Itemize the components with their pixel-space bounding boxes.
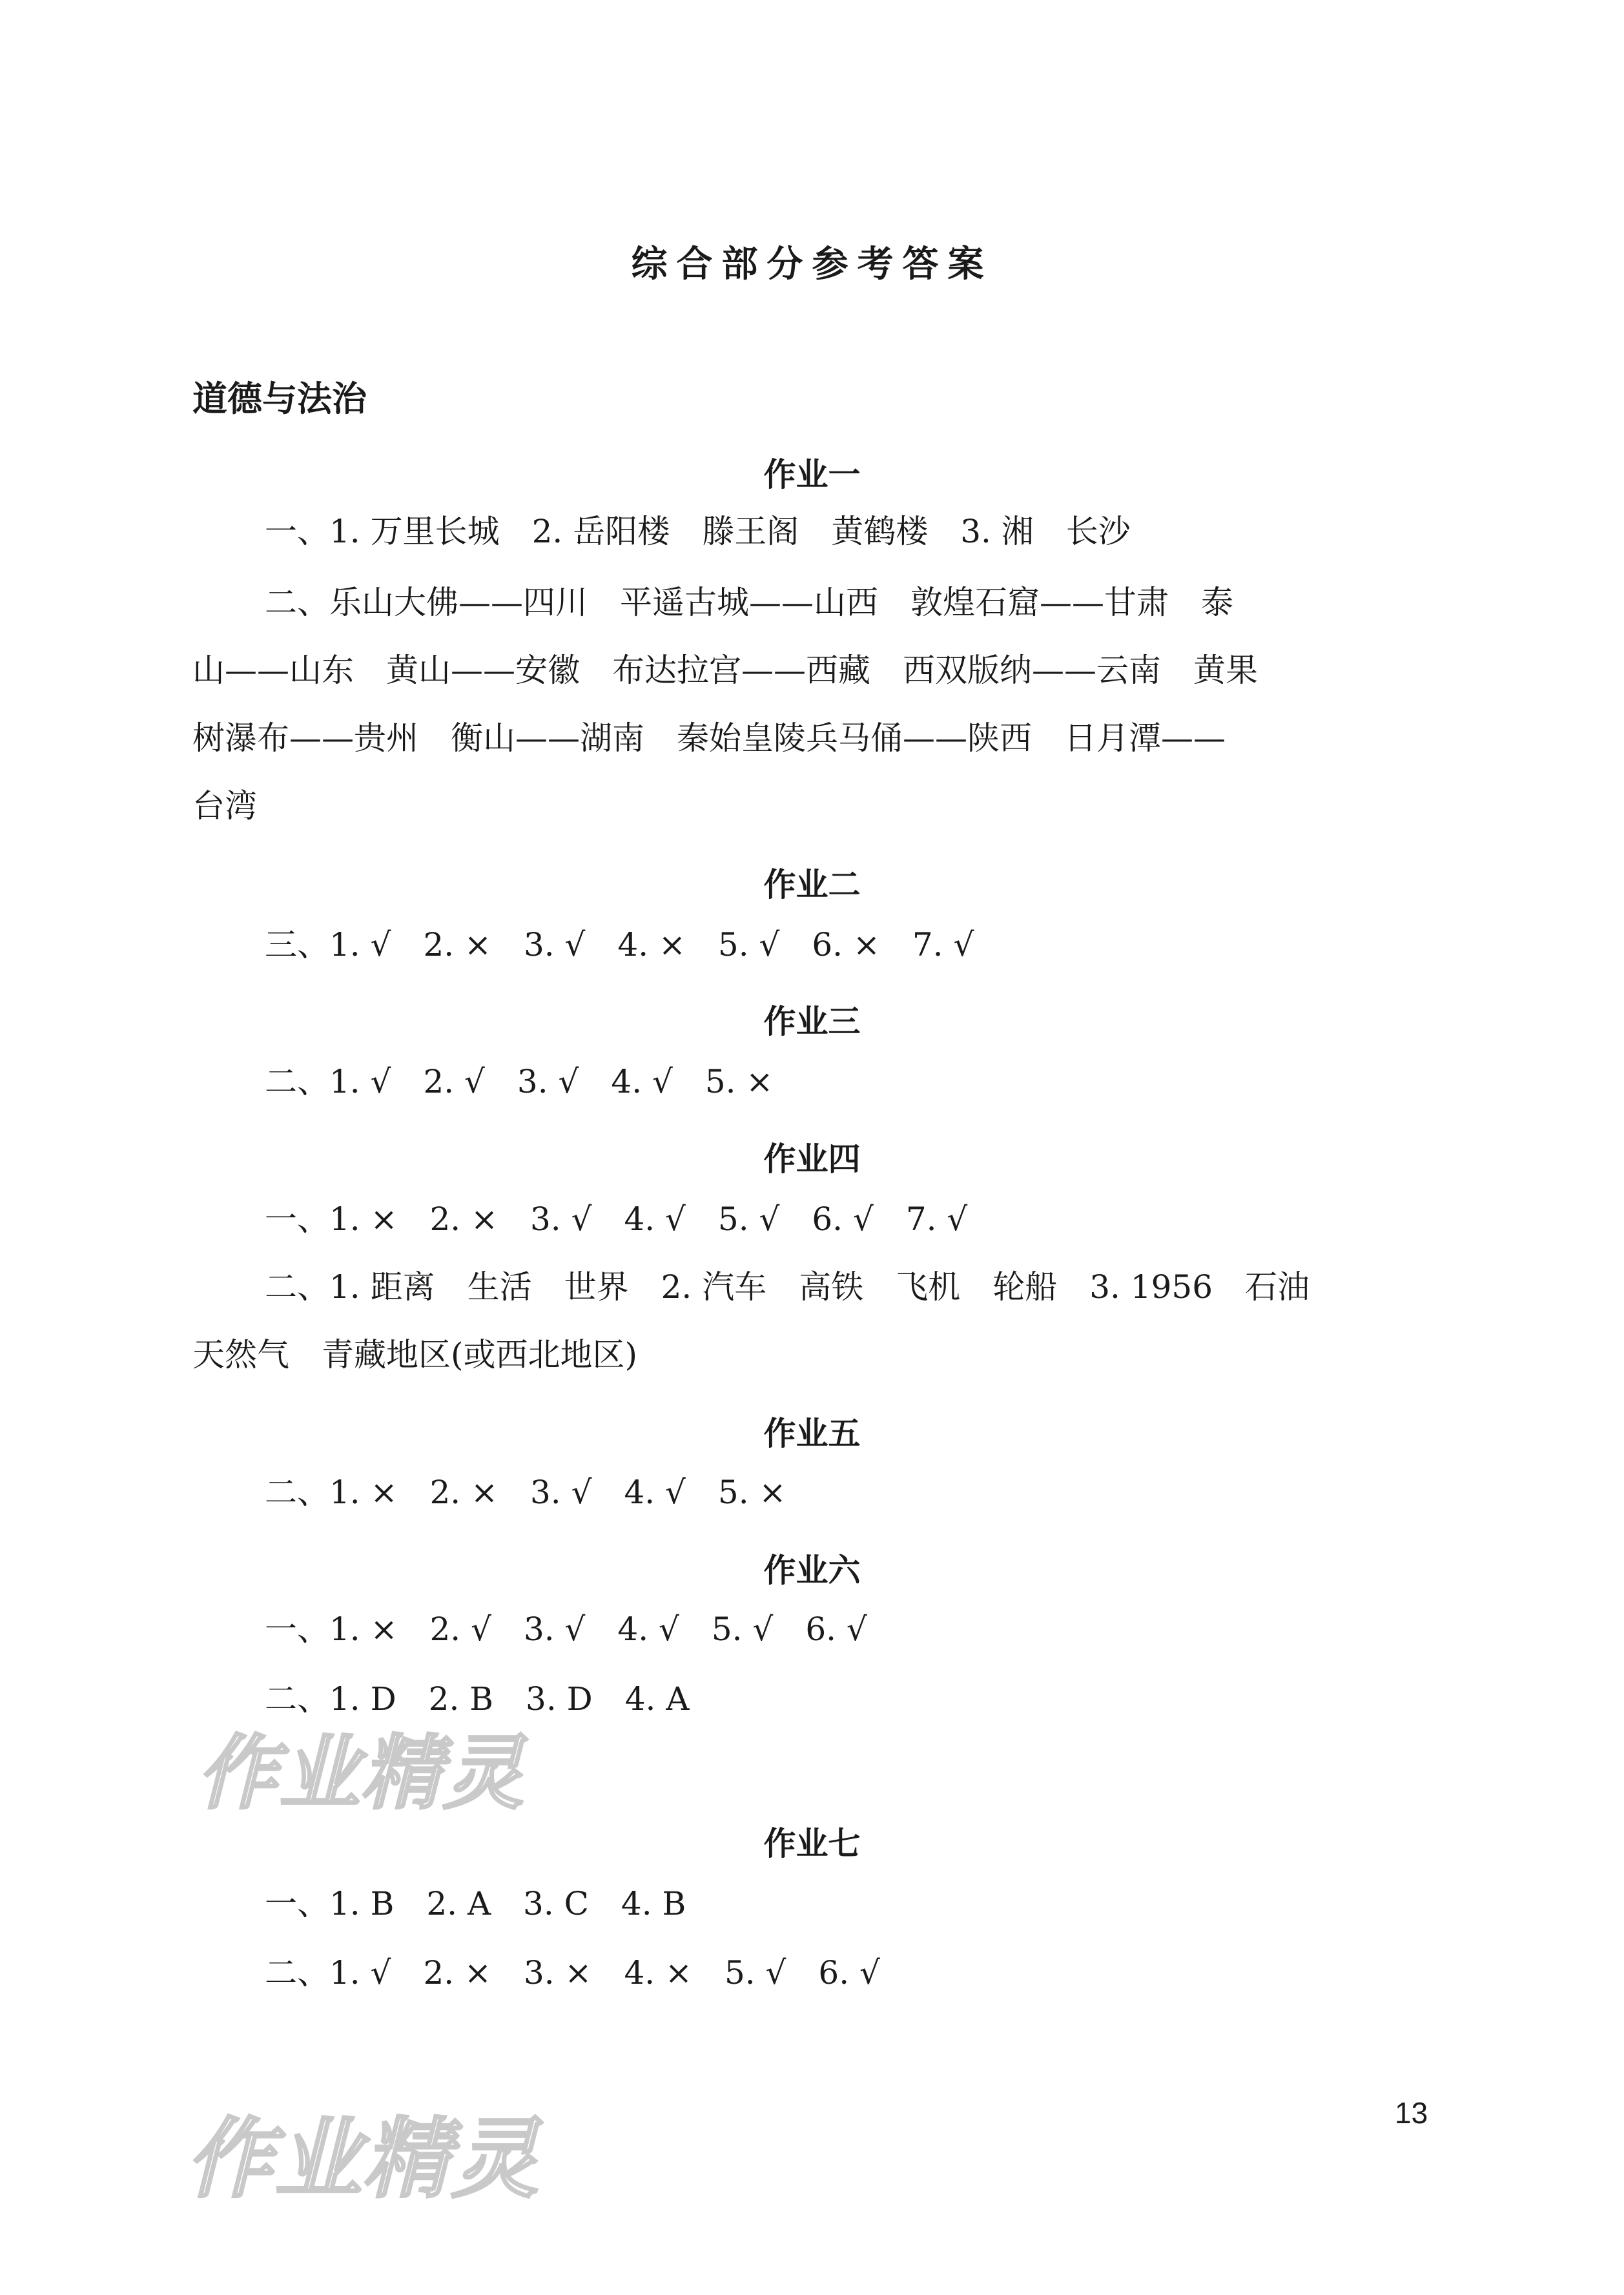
homework-4-answer-2a: 二、1. 距离 生活 世界 2. 汽车 高铁 飞机 轮船 3. 1956 石油 [265,1268,1310,1306]
homework-4-answer-1: 一、1. × 2. × 3. √ 4. √ 5. √ 6. √ 7. √ [265,1200,968,1238]
homework-5-title: 作业五 [763,1415,861,1452]
homework-1-answer-1: 一、1. 万里长城 2. 岳阳楼 滕王阁 黄鹤楼 3. 湘 长沙 [265,513,1131,550]
homework-5-answer-1: 二、1. × 2. × 3. √ 4. √ 5. × [265,1474,786,1511]
page-number: 13 [1395,2096,1428,2130]
homework-7-answer-2: 二、1. √ 2. × 3. × 4. × 5. √ 6. √ [265,1954,880,1991]
homework-6-answer-2: 二、1. D 2. B 3. D 4. A [265,1680,690,1718]
homework-2-answer-1: 三、1. √ 2. × 3. √ 4. × 5. √ 6. × 7. √ [265,926,974,963]
homework-1-answer-2b: 山——山东 黄山——安徽 布达拉宫——西藏 西双版纳——云南 黄果 [192,652,1258,689]
homework-4-title: 作业四 [763,1140,861,1178]
watermark: 作业精灵 [197,1727,525,1820]
watermark-bottom: 作业精灵 [186,2108,540,2210]
homework-3-title: 作业三 [763,1003,861,1040]
homework-7-title: 作业七 [763,1825,861,1862]
homework-7-answer-1: 一、1. B 2. A 3. C 4. B [265,1885,686,1922]
homework-1-answer-2c: 树瀑布——贵州 衡山——湖南 秦始皇陵兵马俑——陕西 日月潭—— [192,719,1226,757]
homework-4-answer-2b: 天然气 青藏地区(或西北地区) [192,1336,638,1374]
homework-2-title: 作业二 [763,866,861,903]
homework-6-answer-1: 一、1. × 2. √ 3. √ 4. √ 5. √ 6. √ [265,1611,867,1648]
subject-heading: 道德与法治 [192,378,367,419]
page-title: 综合部分参考答案 [631,243,993,285]
homework-1-title: 作业一 [763,456,861,493]
homework-1-answer-2d: 台湾 [192,787,257,825]
homework-3-answer-1: 二、1. √ 2. √ 3. √ 4. √ 5. × [265,1063,774,1100]
homework-1-answer-2a: 二、乐山大佛——四川 平遥古城——山西 敦煌石窟——甘肃 泰 [265,584,1233,621]
homework-6-title: 作业六 [763,1552,861,1589]
